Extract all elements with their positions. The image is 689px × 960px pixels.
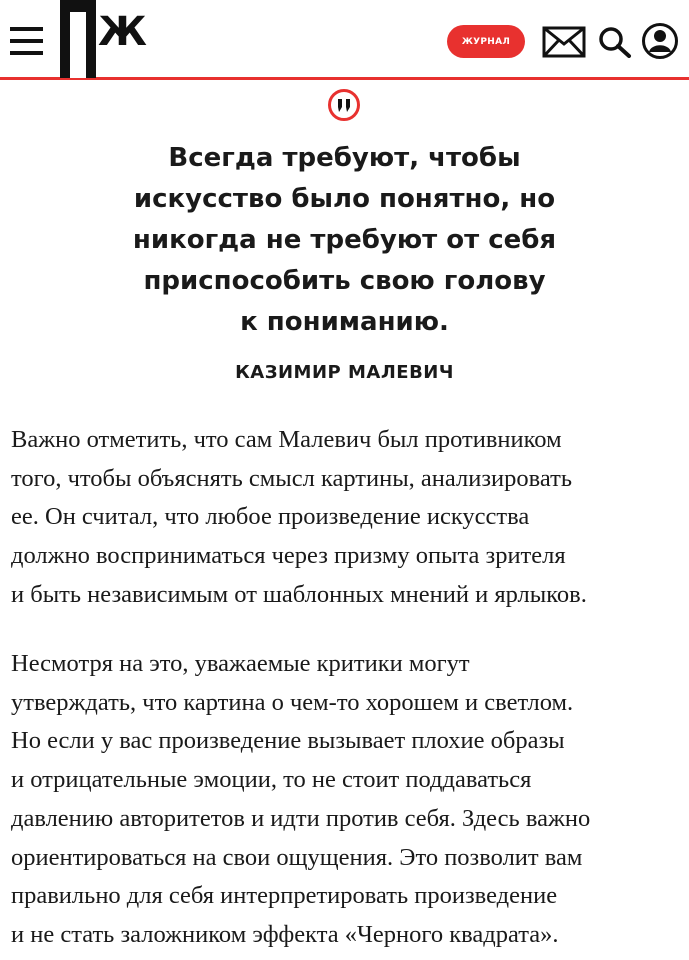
menu-icon[interactable] bbox=[10, 27, 43, 55]
site-header bbox=[0, 0, 689, 80]
paragraph-line: должно восприниматься через призму опыта зрителя bbox=[11, 542, 566, 570]
menu-bar bbox=[10, 51, 43, 55]
quote-line: никогда не требуют от себя bbox=[132, 225, 557, 255]
quote-text bbox=[100, 138, 589, 343]
search-icon[interactable] bbox=[598, 26, 632, 58]
article-paragraph bbox=[11, 421, 683, 615]
quote-author: КАЗИМИР МАЛЕВИЧ bbox=[235, 362, 454, 383]
menu-bar bbox=[10, 39, 43, 43]
paragraph-line: правильно для себя интерпретировать произведение bbox=[11, 882, 558, 910]
paragraph-line: утверждать, что картина о чем-то хорошем и светлом. bbox=[11, 688, 574, 716]
journal-button[interactable] bbox=[447, 25, 525, 58]
paragraph-line: Важно отметить, что сам Малевич был противником bbox=[11, 426, 562, 453]
logo-letter-p bbox=[60, 0, 96, 78]
quote-line: к пониманию. bbox=[240, 307, 449, 337]
paragraph-line: ориентироваться на свои ощущения. Это позволит вам bbox=[11, 843, 583, 871]
paragraph-line: Но если у вас произведение вызывает плохие образы bbox=[11, 727, 565, 755]
paragraph-line: и не стать заложником эффекта «Черного квадрата». bbox=[11, 920, 559, 948]
journal-button-label: ЖУРНАЛ bbox=[461, 36, 511, 47]
paragraph-line: и быть независимым от шаблонных мнений и ярлыков. bbox=[11, 580, 587, 608]
quote-line: искусство было понятно, но bbox=[133, 184, 556, 214]
quote-line: приспособить свою голову bbox=[143, 266, 546, 296]
logo-letter-zh: Ж bbox=[98, 9, 147, 55]
quote-icon bbox=[327, 88, 361, 122]
site-logo[interactable] bbox=[60, 0, 147, 78]
quote-line: Всегда требуют, чтобы bbox=[168, 143, 521, 173]
paragraph-line: того, чтобы объяснять смысл картины, анализировать bbox=[11, 464, 572, 492]
menu-bar bbox=[10, 27, 43, 31]
paragraph-line: Несмотря на это, уважаемые критики могут bbox=[11, 650, 470, 677]
paragraph-line: давлению авторитетов и идти против себя. Здесь важно bbox=[11, 804, 591, 832]
mail-icon[interactable] bbox=[542, 26, 586, 58]
paragraph-line: и отрицательные эмоции, то не стоит поддаваться bbox=[11, 766, 532, 794]
user-icon[interactable] bbox=[641, 22, 679, 60]
paragraph-line: ее. Он считал, что любое произведение искусства bbox=[11, 503, 530, 531]
article-paragraph bbox=[11, 645, 683, 955]
